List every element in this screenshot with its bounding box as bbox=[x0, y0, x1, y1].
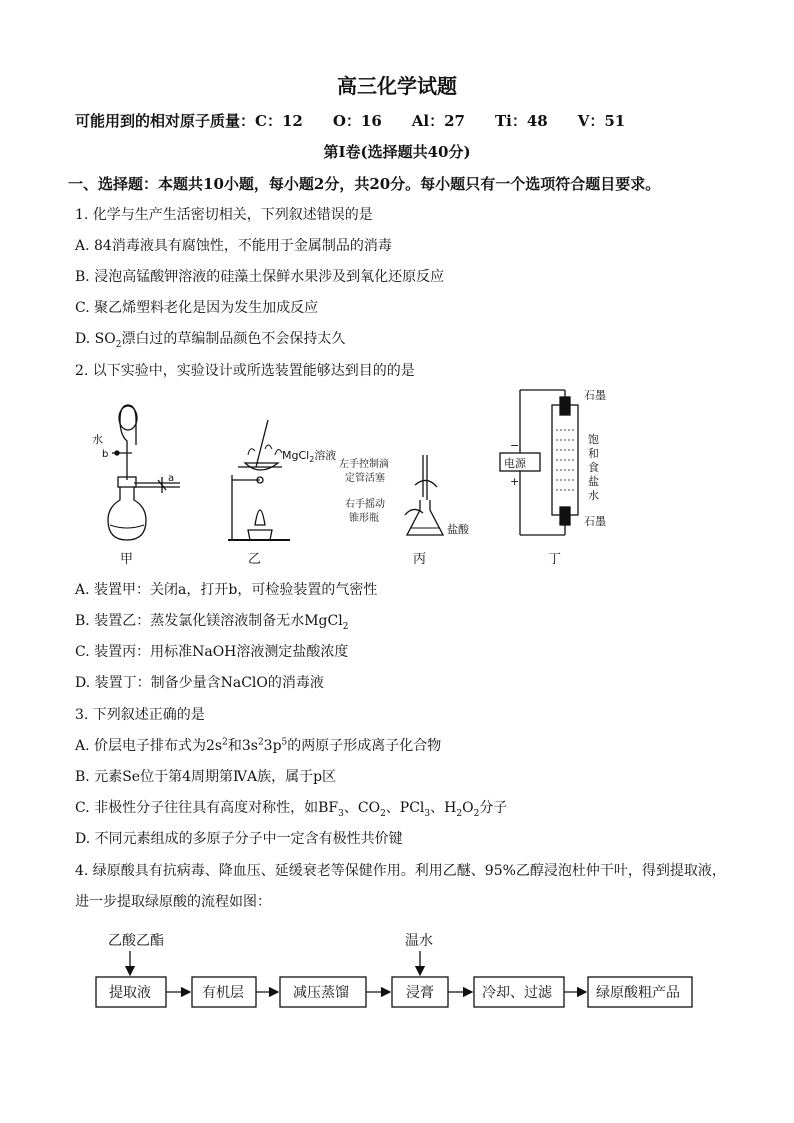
svg-text:提取液: 提取液 bbox=[109, 985, 151, 1001]
q4-stem-line2: 进一步提取绿原酸的流程如图： bbox=[75, 894, 271, 910]
yi-solution-label: MgCl$_2$溶液 bbox=[282, 449, 337, 464]
section-title: 第Ⅰ卷(选择题共40分) bbox=[323, 143, 471, 161]
flow-input-warm-water: 温水 bbox=[405, 933, 433, 949]
q1-option-c: C. 聚乙烯塑料老化是因为发生加成反应 bbox=[75, 300, 319, 316]
q2-option-d: D. 装置丁：制备少量含NaClO的消毒液 bbox=[75, 675, 324, 691]
ding-brine-1: 饱 bbox=[588, 433, 599, 446]
instruction-text: 一、选择题：本题共10小题，每小题2分，共20分。每小题只有一个选项符合题目要求。 bbox=[68, 175, 661, 193]
q3-option-d: D. 不同元素组成的多原子分子中一定含有极性共价键 bbox=[75, 831, 403, 847]
jia-water-label: 水 bbox=[92, 433, 103, 446]
q1-option-a: A. 84消毒液具有腐蚀性，不能用于金属制品的消毒 bbox=[75, 238, 392, 254]
q3-stem: 3. 下列叙述正确的是 bbox=[75, 707, 205, 723]
jia-a-label: a bbox=[168, 473, 175, 484]
ding-brine-3: 食 bbox=[588, 461, 599, 474]
flow-input-ethyl-acetate: 乙酸乙酯 bbox=[108, 933, 164, 949]
bing-label-2: 定管活塞 bbox=[345, 473, 385, 484]
q3-option-b: B. 元素Se位于第4周期第ⅣA族，属于p区 bbox=[75, 769, 337, 785]
apparatus-jia bbox=[92, 405, 180, 567]
ding-brine-5: 水 bbox=[588, 489, 599, 502]
flow-diagram bbox=[90, 925, 700, 1015]
svg-text:减压蒸馏: 减压蒸馏 bbox=[293, 985, 349, 1001]
ding-caption: 丁 bbox=[548, 552, 562, 567]
apparatus-yi bbox=[228, 420, 336, 567]
q2-option-c: C. 装置丙：用标准NaOH溶液测定盐酸浓度 bbox=[75, 644, 349, 660]
jia-b-label: b bbox=[102, 449, 109, 460]
ding-brine-4: 盐 bbox=[588, 475, 599, 488]
q1-option-d: D. $SO_2$漂白过的草编制品颜色不会保持太久 bbox=[75, 331, 346, 350]
ding-minus: − bbox=[510, 439, 520, 452]
bing-label-3: 右手摇动 bbox=[345, 499, 385, 510]
q2-option-b: B. 装置乙：蒸发氯化镁溶液制备无水MgCl$_2$ bbox=[75, 613, 349, 632]
yi-caption: 乙 bbox=[248, 552, 262, 567]
bing-label-4: 锥形瓶 bbox=[349, 513, 379, 524]
ding-brine-2: 和 bbox=[588, 447, 599, 460]
q4-stem-line1: 4. 绿原酸具有抗病毒、降血压、延缓衰老等保健作用。利用乙醚、95%乙醇浸泡杜仲干叶，得到提取液， bbox=[75, 863, 726, 879]
svg-text:绿原酸粗产品: 绿原酸粗产品 bbox=[596, 985, 680, 1001]
q1-stem: 1. 化学与生产生活密切相关，下列叙述错误的是 bbox=[75, 207, 373, 223]
apparatus-bing bbox=[339, 455, 470, 567]
apparatus-figure bbox=[80, 385, 640, 570]
bing-label-1: 左手控制滴 bbox=[339, 459, 389, 470]
q2-stem: 2. 以下实验中，实验设计或所选装置能够达到目的的是 bbox=[75, 363, 415, 379]
bing-label-5: 盐酸 bbox=[447, 523, 469, 536]
page-title: 高三化学试题 bbox=[337, 74, 457, 98]
ding-top-graphite: 石墨 bbox=[584, 389, 606, 402]
svg-text:冷却、过滤: 冷却、过滤 bbox=[482, 985, 552, 1001]
q3-option-c: C. 非极性分子往往具有高度对称性，如$BF_3$、$CO_2$、PCl$_3$、$H_2O_2$分子 bbox=[75, 800, 508, 819]
jia-caption: 甲 bbox=[120, 552, 134, 567]
svg-text:浸膏: 浸膏 bbox=[406, 985, 434, 1001]
ding-bottom-graphite: 石墨 bbox=[584, 515, 606, 528]
q3-option-a: A. 价层电子排布式为$2s^2$和$3s^23p^5$的两原子形成离子化合物 bbox=[75, 737, 442, 754]
atomic-mass-line: 可能用到的相对原子质量：C：12 O：16 Al：27 Ti：48 V：51 bbox=[75, 112, 626, 130]
q2-option-a: A. 装置甲：关闭a，打开b，可检验装置的气密性 bbox=[75, 582, 378, 598]
ding-power-label: 电源 bbox=[504, 457, 526, 470]
svg-text:有机层: 有机层 bbox=[202, 985, 244, 1001]
q1-option-b: B. 浸泡高锰酸钾溶液的硅藻土保鲜水果涉及到氧化还原反应 bbox=[75, 269, 445, 285]
bing-caption: 丙 bbox=[413, 552, 427, 567]
apparatus-ding bbox=[500, 389, 606, 567]
ding-plus: + bbox=[510, 475, 520, 488]
